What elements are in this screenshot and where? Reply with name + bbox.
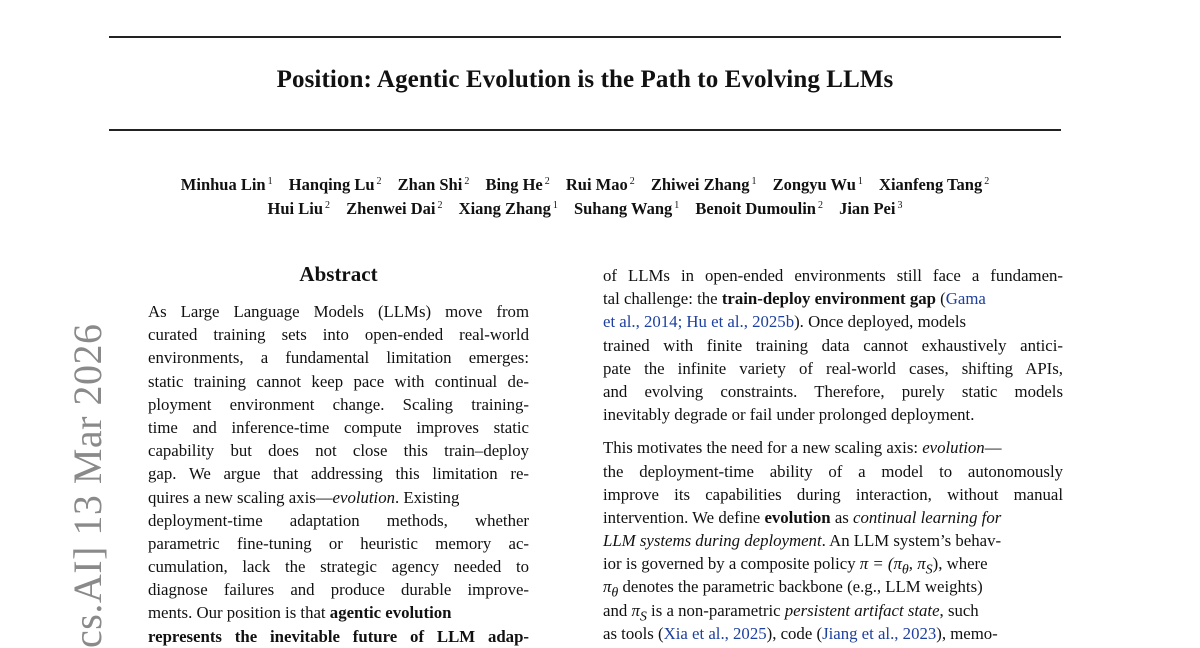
paper-title: Position: Agentic Evolution is the Path to Evolving LLMs xyxy=(276,66,894,93)
body-line: trained with finite training data cannot exhaustively antici- xyxy=(603,335,1063,355)
abstract-line: time and inference-time compute improves static xyxy=(148,417,529,437)
arxiv-stamp: cs.AI] 13 Mar 2026 xyxy=(65,323,110,648)
abstract-line: capability but does not close this train–deploy xyxy=(148,441,529,461)
author: Zongyu Wu $^1$ xyxy=(772,175,863,194)
author: Bing He $^2$ xyxy=(485,175,550,194)
body-line: $\pi_\theta$ denotes the parametric backbone (e.g., LLM weights) xyxy=(603,577,983,601)
abstract-line: gap. We argue that addressing this limitation re- xyxy=(148,464,529,484)
abstract-line: represents the inevitable future of LLM adap- xyxy=(148,626,529,646)
author: Minhua Lin $^1$ xyxy=(180,175,273,194)
bottom-rule xyxy=(109,129,1061,131)
body-line: and $\pi_S$ is a non-parametric persistent artifact state, such xyxy=(603,600,979,624)
author: Jian Pei $^3$ xyxy=(839,199,903,218)
author: Zhan Shi $^2$ xyxy=(397,175,470,194)
abstract-line: cumulation, lack the strategic agency needed to xyxy=(148,557,529,577)
citation-link[interactable]: Gama xyxy=(945,289,986,309)
citation-link[interactable]: Jiang et al., 2023 xyxy=(822,623,937,643)
abstract-line: quires a new scaling axis—evolution. Existing xyxy=(148,487,460,507)
abstract-heading: Abstract xyxy=(299,262,378,286)
body-line: intervention. We define evolution as continual learning for xyxy=(603,507,1002,527)
body-line: as tools (Xia et al., 2025), code (Jiang et al., 2023), memo- xyxy=(603,623,998,643)
abstract-line: environments, a fundamental limitation emerges: xyxy=(148,348,529,368)
body-line: the deployment-time ability of a model to autonomously xyxy=(603,461,1063,481)
author: Hui Liu $^2$ xyxy=(267,199,331,218)
body-line: pate the infinite variety of real-world cases, shifting APIs, xyxy=(603,358,1063,378)
author: Zhiwei Zhang $^1$ xyxy=(650,175,757,194)
author: Suhang Wang $^1$ xyxy=(573,199,680,218)
top-rule xyxy=(109,36,1061,38)
authors-line-1 xyxy=(109,175,1061,195)
body-line: and evolving constraints. Therefore, purely static models xyxy=(603,381,1063,401)
author: Benoit Dumoulin $^2$ xyxy=(695,199,823,218)
author: Zhenwei Dai $^2$ xyxy=(346,199,443,218)
body-line: LLM systems during deployment. An LLM system’s behav- xyxy=(603,531,1002,551)
body-line: This motivates the need for a new scaling axis: evolution— xyxy=(603,438,1002,458)
body-line: improve its capabilities during interaction, without manual xyxy=(603,484,1063,504)
body-line: inevitably degrade or fail under prolonged deployment. xyxy=(603,405,975,425)
abstract-line: ployment environment change. Scaling training- xyxy=(148,394,529,414)
abstract-line: diagnose failures and produce durable improve- xyxy=(148,580,529,600)
abstract-line: static training cannot keep pace with continual de- xyxy=(148,371,529,391)
author: Hanqing Lu $^2$ xyxy=(288,175,382,194)
author: Xiang Zhang $^1$ xyxy=(458,199,558,218)
authors-line-2 xyxy=(109,199,1061,219)
body-line: et al., 2014; Hu et al., 2025b). Once deployed, models xyxy=(603,312,967,332)
citation-link[interactable]: et al., 2014; Hu et al., 2025b xyxy=(603,312,795,332)
abstract-line: deployment-time adaptation methods, whether xyxy=(148,510,529,530)
body-line: tal challenge: the train-deploy environment gap (Gama xyxy=(603,289,986,309)
intro-body xyxy=(603,264,1063,645)
citation-link[interactable]: Xia et al., 2025 xyxy=(663,623,767,643)
abstract-line: parametric fine-tuning or heuristic memory ac- xyxy=(148,533,529,553)
abstract-line: ments. Our position is that agentic evolution xyxy=(148,603,452,623)
author: Xianfeng Tang $^2$ xyxy=(879,175,990,194)
abstract-line: As Large Language Models (LLMs) move from xyxy=(148,302,529,321)
abstract-body xyxy=(148,300,529,648)
body-line: of LLMs in open-ended environments still face a fundamen- xyxy=(603,266,1063,285)
abstract-line: curated training sets into open-ended real-world xyxy=(148,325,529,345)
author: Rui Mao $^2$ xyxy=(565,175,635,194)
body-line: ior is governed by a composite policy $\pi = (\pi_\theta$, $\pi_S$), where xyxy=(603,554,988,578)
